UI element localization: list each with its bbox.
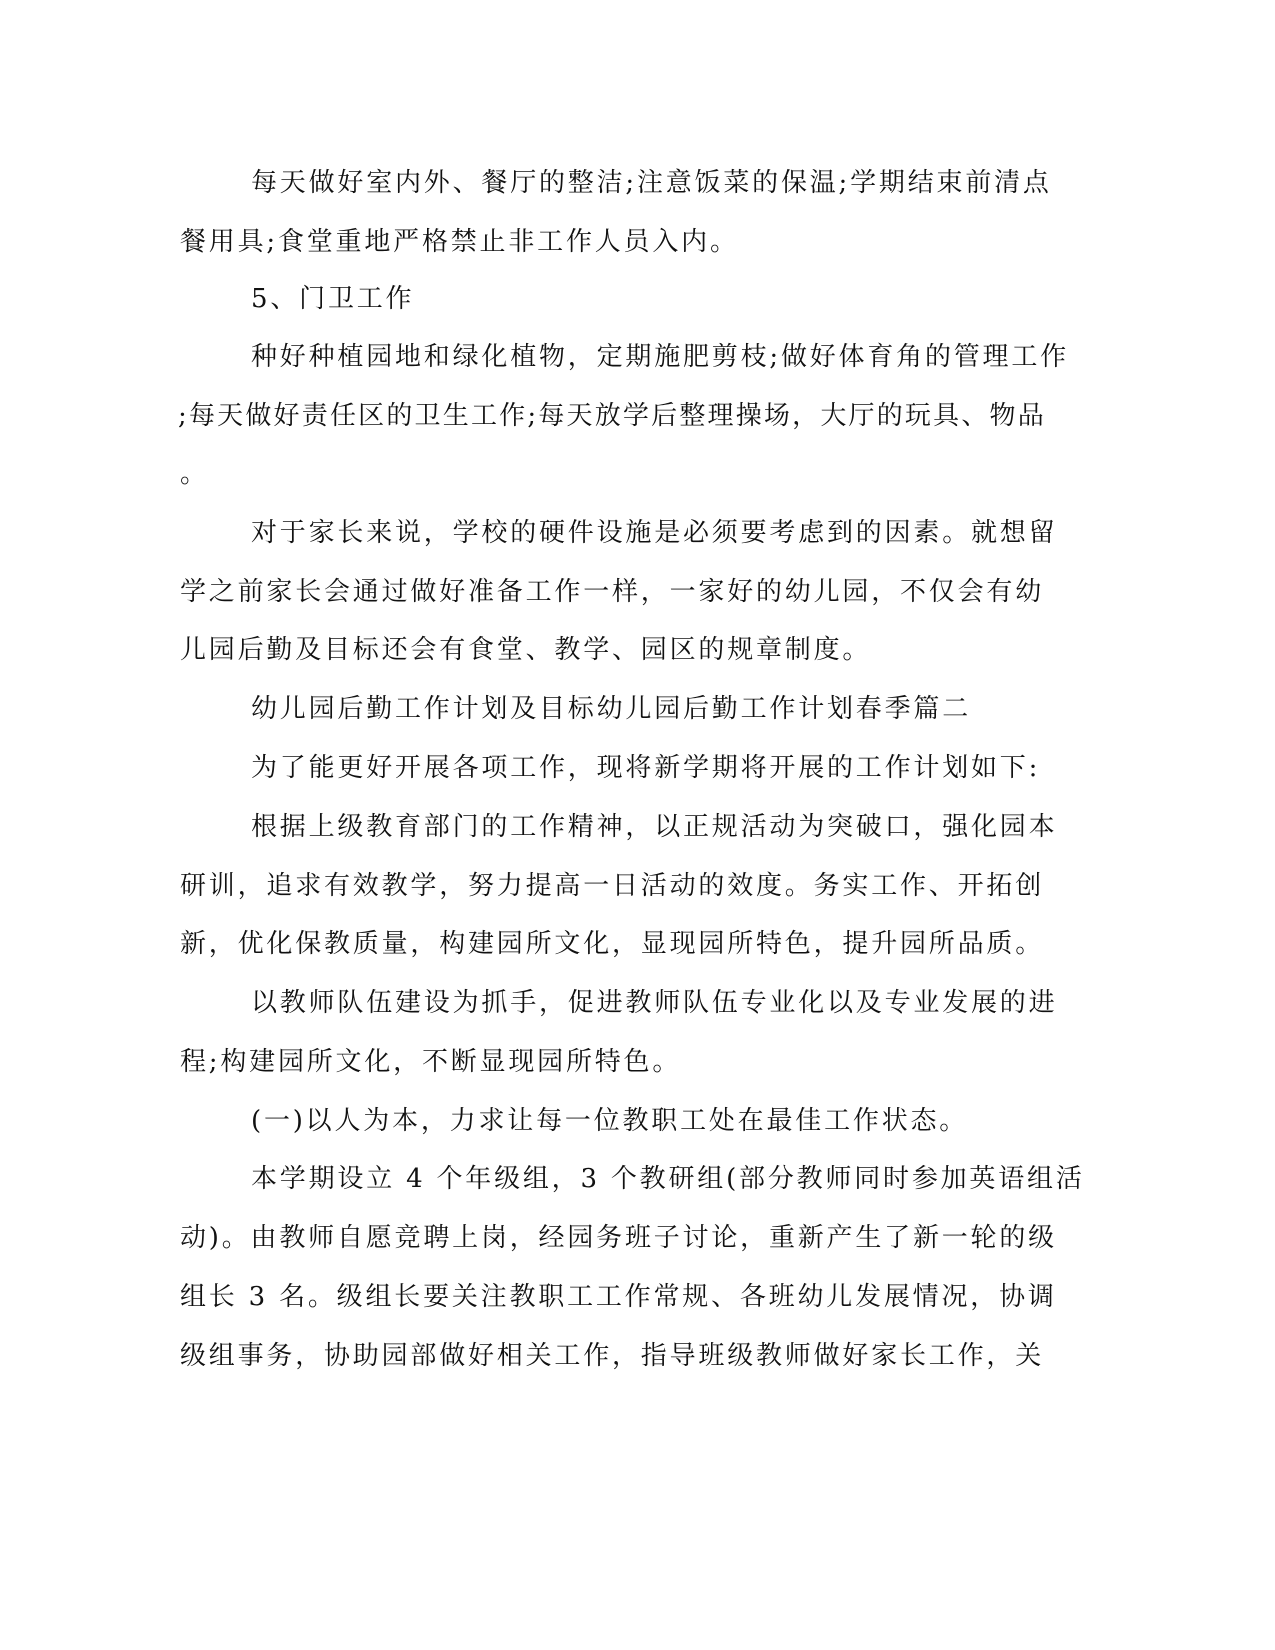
- section-heading: 幼儿园后勤工作计划及目标幼儿园后勤工作计划春季篇二: [251, 694, 972, 724]
- paragraph-line: ;每天做好责任区的卫生工作;每天放学后整理操场，大厅的玩具、物品: [178, 401, 1046, 431]
- paragraph-line: 新，优化保教质量，构建园所文化，显现园所特色，提升园所品质。: [180, 929, 1045, 959]
- paragraph-line: 餐用具;食堂重地严格禁止非工作人员入内。: [180, 227, 739, 257]
- paragraph-line: 学之前家长会通过做好准备工作一样，一家好的幼儿园，不仅会有幼: [180, 577, 1045, 607]
- paragraph-line: 研训，追求有效教学，努力提高一日活动的效度。务实工作、开拓创: [180, 871, 1045, 901]
- paragraph-line: 。: [180, 459, 209, 489]
- section-heading: (一)以人为本，力求让每一位教职工处在最佳工作状态。: [251, 1106, 969, 1136]
- paragraph-line: 本学期设立 4 个年级组，3 个教研组(部分教师同时参加英语组活: [251, 1164, 1085, 1194]
- section-heading: 5、门卫工作: [251, 284, 415, 314]
- paragraph-line: 儿园后勤及目标还会有食堂、教学、园区的规章制度。: [180, 635, 872, 665]
- paragraph-line: 组长 3 名。级组长要关注教职工工作常规、各班幼儿发展情况，协调: [180, 1282, 1057, 1312]
- paragraph-line: 根据上级教育部门的工作精神，以正规活动为突破口，强化园本: [251, 812, 1058, 842]
- paragraph-line: 为了能更好开展各项工作，现将新学期将开展的工作计划如下:: [251, 753, 1041, 783]
- paragraph-line: 种好种植园地和绿化植物，定期施肥剪枝;做好体育角的管理工作: [251, 342, 1069, 372]
- paragraph-line: 每天做好室内外、餐厅的整洁;注意饭菜的保温;学期结束前清点: [251, 168, 1052, 198]
- paragraph-line: 对于家长来说，学校的硬件设施是必须要考虑到的因素。就想留: [251, 518, 1058, 548]
- paragraph-line: 级组事务，协助园部做好相关工作，指导班级教师做好家长工作，关: [180, 1341, 1045, 1371]
- paragraph-line: 以教师队伍建设为抓手，促进教师队伍专业化以及专业发展的进: [251, 988, 1058, 1018]
- paragraph-line: 程;构建园所文化，不断显现园所特色。: [180, 1047, 682, 1077]
- paragraph-line: 动)。由教师自愿竞聘上岗，经园务班子讨论，重新产生了新一轮的级: [180, 1223, 1057, 1253]
